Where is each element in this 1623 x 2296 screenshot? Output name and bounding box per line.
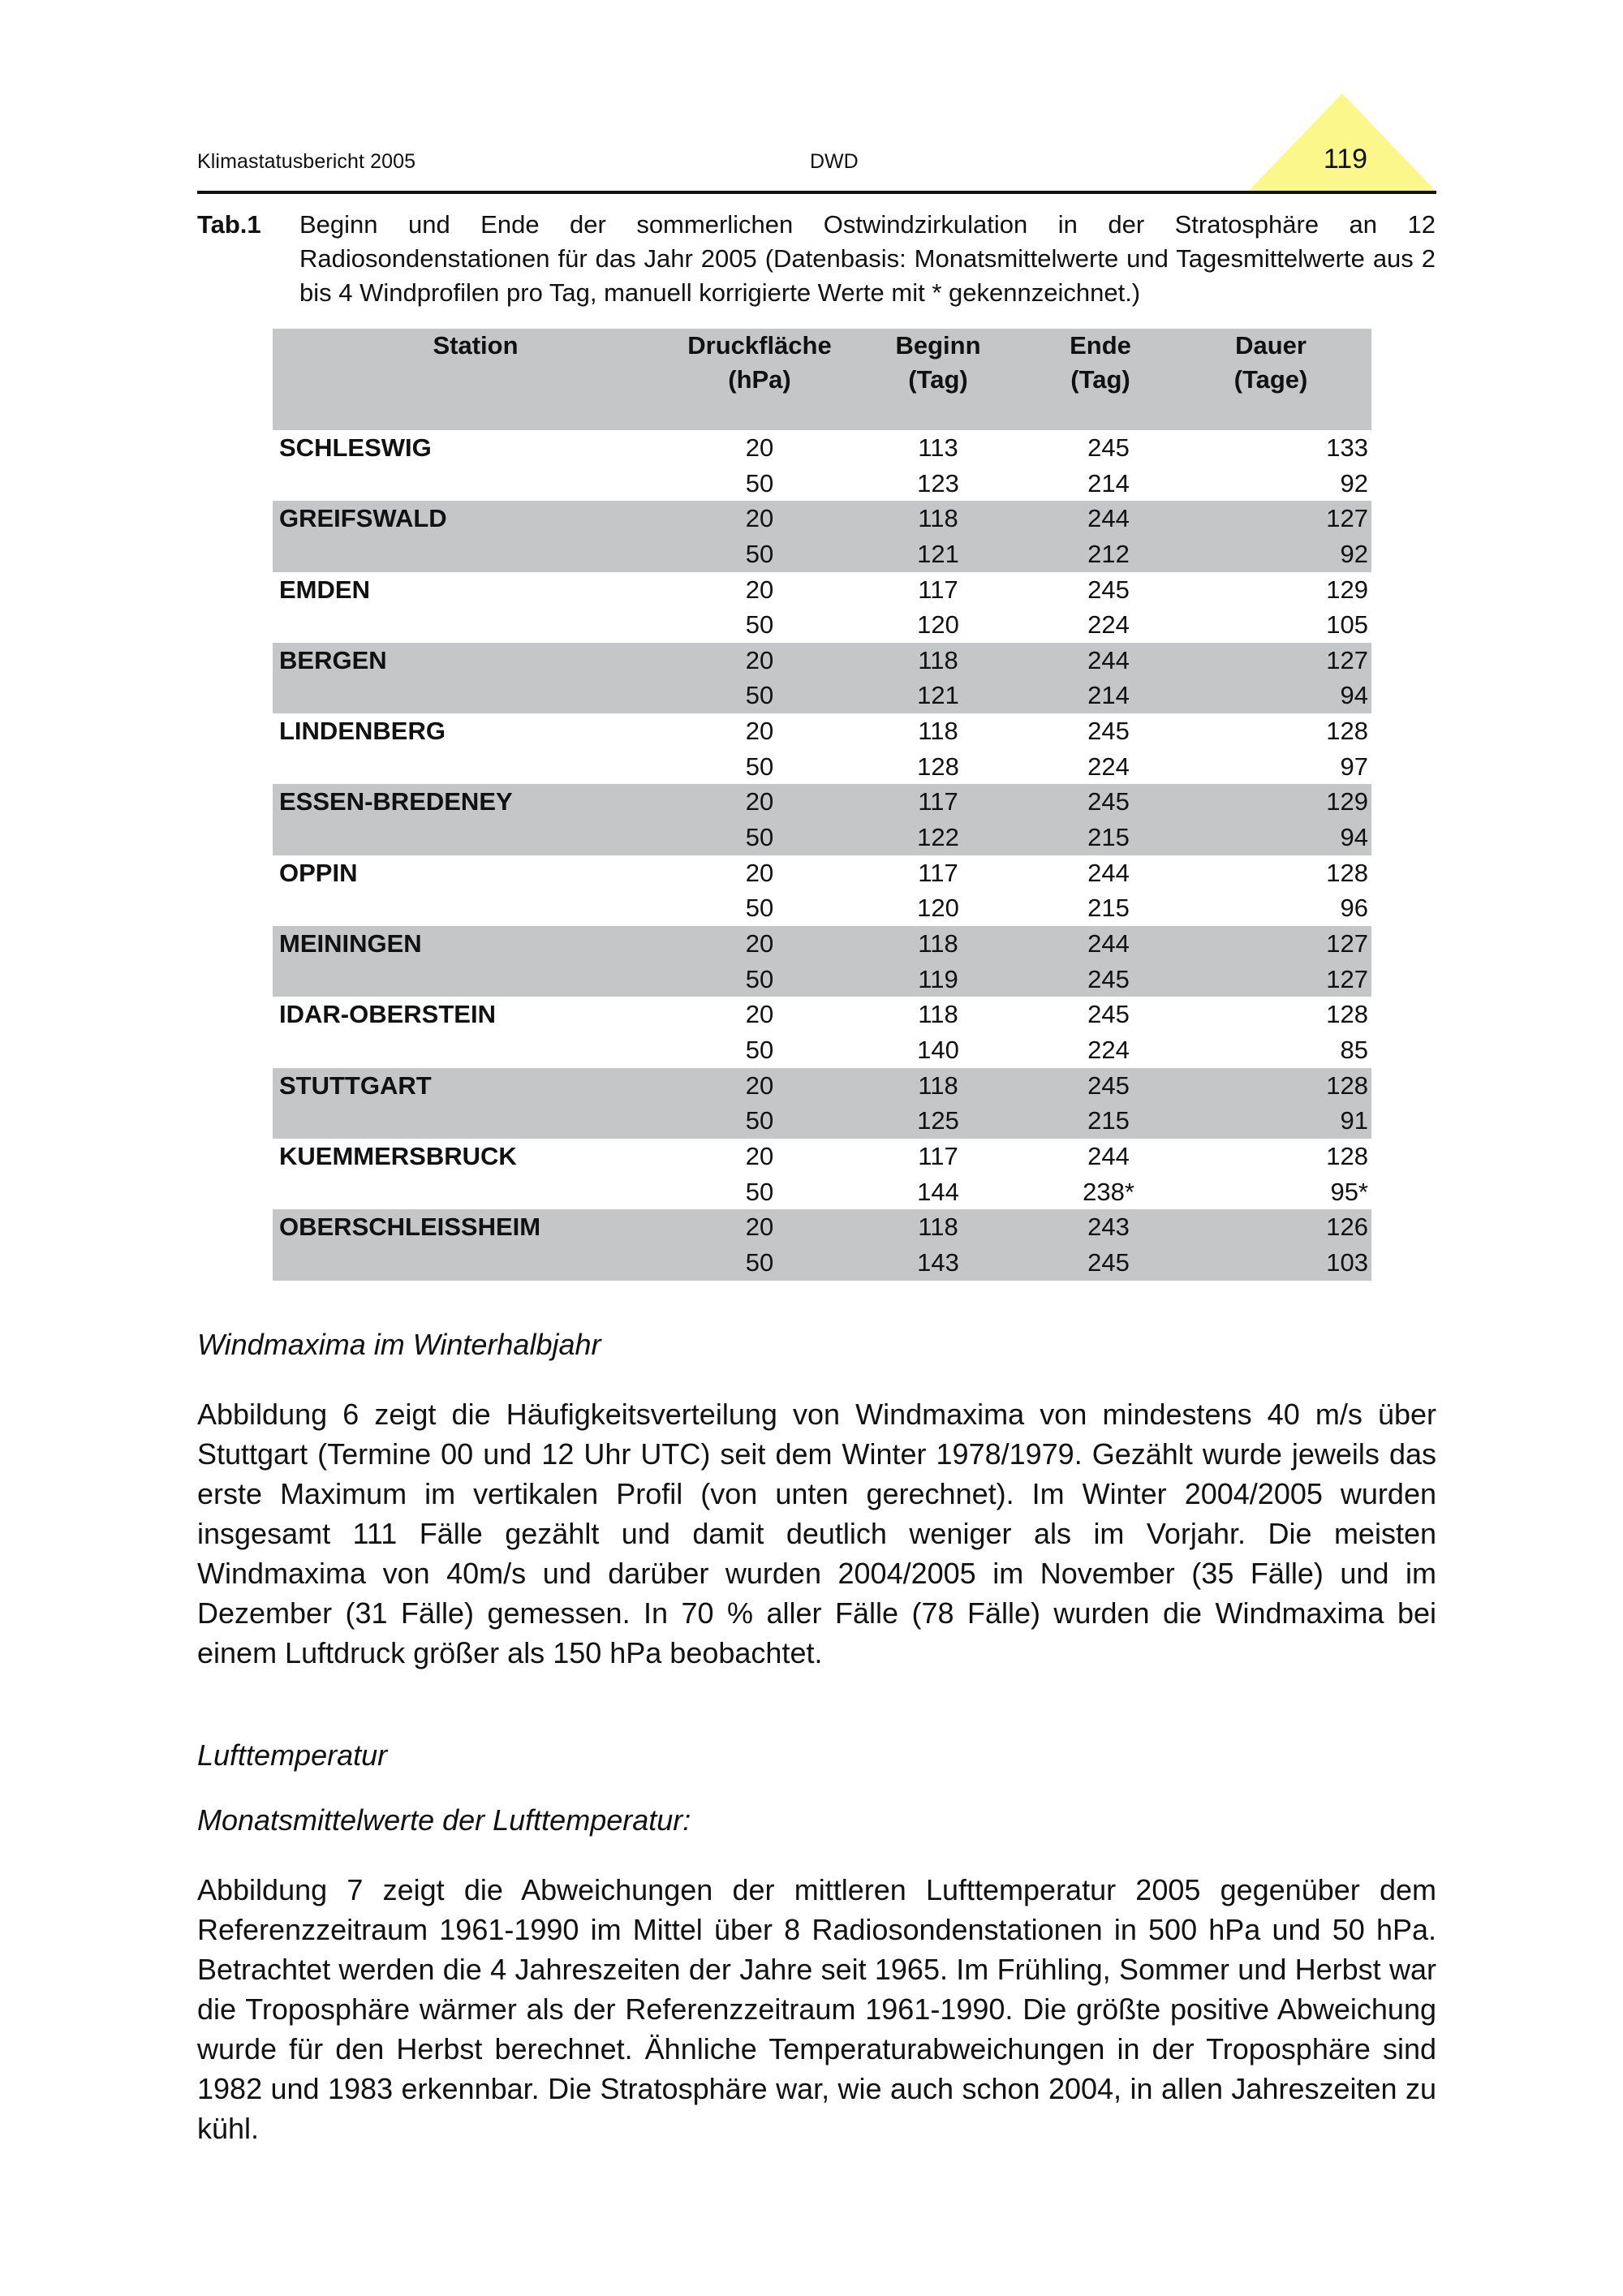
end-day-cell: 243 <box>1087 1213 1130 1242</box>
pressure-level-cell: 20 <box>745 929 774 958</box>
start-day-cell: 113 <box>918 433 958 462</box>
table-row <box>273 1209 1371 1245</box>
page-number-triangle-icon <box>1249 93 1436 191</box>
start-day-cell: 123 <box>917 468 959 498</box>
page-header <box>197 93 1436 195</box>
table-row <box>273 1245 1371 1281</box>
duration-cell: 95* <box>1330 1177 1368 1206</box>
end-day-cell: 215 <box>1087 894 1130 923</box>
duration-cell: 127 <box>1326 645 1368 674</box>
table-row <box>273 1068 1371 1104</box>
table-row <box>273 890 1371 926</box>
station-name-cell: BERGEN <box>279 645 387 674</box>
start-day-cell: 121 <box>917 681 959 710</box>
end-day-cell: 245 <box>1087 717 1130 746</box>
station-name-cell: OBERSCHLEISSHEIM <box>279 1213 541 1242</box>
pressure-level-cell: 50 <box>745 1247 774 1277</box>
pressure-level-cell: 50 <box>745 610 774 640</box>
station-name-cell: GREIFSWALD <box>279 504 447 533</box>
column-header-station: Station <box>433 331 519 360</box>
start-day-cell: 128 <box>917 752 959 781</box>
station-group <box>273 926 1371 997</box>
start-day-cell: 121 <box>917 539 959 568</box>
station-name-cell: STUTTGART <box>279 1070 432 1100</box>
pressure-level-cell: 20 <box>745 1070 774 1100</box>
end-day-cell: 214 <box>1087 681 1130 710</box>
column-header-pressure-level: Druckfläche (hPa) <box>687 331 832 394</box>
column-header-end: Ende (Tag) <box>1070 331 1131 394</box>
end-day-cell: 244 <box>1087 504 1130 533</box>
duration-cell: 105 <box>1326 610 1368 640</box>
report-title: Klimastatusbericht 2005 <box>197 150 416 173</box>
end-day-cell: 215 <box>1087 1106 1130 1135</box>
end-day-cell: 245 <box>1087 1247 1130 1277</box>
station-group <box>273 501 1371 571</box>
pressure-level-cell: 20 <box>745 645 774 674</box>
station-group <box>273 1139 1371 1209</box>
pressure-level-cell: 50 <box>745 823 774 852</box>
table-row <box>273 1174 1371 1210</box>
end-day-cell: 245 <box>1087 787 1130 816</box>
table-caption-text: Beginn und Ende der sommerlichen Ostwindzirkulation in der Stratosphäre an 12 Radiosondenstationen für das Jahr 2005 (Datenbasis: Monatsmittelwerte und Tagesmittelwerte aus 2 bis 4 Windprofilen pro Tag, manuell korrigierte Werte mit * gekennzeichnet.) <box>299 210 1436 307</box>
end-day-cell: 244 <box>1087 929 1130 958</box>
duration-cell: 91 <box>1340 1106 1368 1135</box>
station-group <box>273 997 1371 1067</box>
start-day-cell: 140 <box>917 1035 959 1064</box>
start-day-cell: 118 <box>918 1000 958 1029</box>
duration-cell: 128 <box>1326 1000 1368 1029</box>
pressure-level-cell: 50 <box>745 539 774 568</box>
end-day-cell: 224 <box>1087 1035 1130 1064</box>
station-group <box>273 643 1371 713</box>
duration-cell: 128 <box>1326 717 1368 746</box>
pressure-level-cell: 20 <box>745 433 774 462</box>
table-row <box>273 1032 1371 1068</box>
pressure-level-cell: 20 <box>745 1213 774 1242</box>
pressure-level-cell: 20 <box>745 858 774 887</box>
table-row <box>273 784 1371 820</box>
station-name-cell: OPPIN <box>279 858 358 887</box>
station-name-cell: SCHLESWIG <box>279 433 432 462</box>
start-day-cell: 122 <box>917 823 959 852</box>
pressure-level-cell: 20 <box>745 1000 774 1029</box>
station-group <box>273 1068 1371 1139</box>
station-group <box>273 1209 1371 1280</box>
pressure-level-cell: 50 <box>745 1106 774 1135</box>
pressure-level-cell: 50 <box>745 468 774 498</box>
table-caption-label: Tab.1 <box>197 210 261 239</box>
start-day-cell: 144 <box>917 1177 959 1206</box>
station-name-cell: MEININGEN <box>279 929 422 958</box>
pressure-level-cell: 50 <box>745 1177 774 1206</box>
table-row <box>273 926 1371 962</box>
pressure-level-cell: 20 <box>745 787 774 816</box>
pressure-level-cell: 50 <box>745 894 774 923</box>
station-group <box>273 784 1371 855</box>
station-name-cell: IDAR-OBERSTEIN <box>279 1000 496 1029</box>
duration-cell: 94 <box>1340 681 1368 710</box>
duration-cell: 128 <box>1326 858 1368 887</box>
duration-cell: 126 <box>1326 1213 1368 1242</box>
duration-cell: 129 <box>1326 575 1368 604</box>
table-row <box>273 430 1371 466</box>
duration-cell: 94 <box>1340 823 1368 852</box>
pressure-level-cell: 20 <box>745 717 774 746</box>
start-day-cell: 117 <box>918 1141 958 1170</box>
start-day-cell: 118 <box>918 504 958 533</box>
column-header-start: Beginn (Tag) <box>895 331 981 394</box>
station-group <box>273 572 1371 643</box>
duration-cell: 92 <box>1340 468 1368 498</box>
end-day-cell: 245 <box>1087 1000 1130 1029</box>
table-row <box>273 820 1371 855</box>
duration-cell: 127 <box>1326 504 1368 533</box>
stratosphere-circulation-table <box>273 329 1371 1281</box>
start-day-cell: 120 <box>917 894 959 923</box>
header-divider <box>197 191 1436 194</box>
table-row <box>273 855 1371 891</box>
duration-cell: 103 <box>1326 1247 1368 1277</box>
pressure-level-cell: 50 <box>745 681 774 710</box>
table-row <box>273 466 1371 502</box>
start-day-cell: 117 <box>918 787 958 816</box>
start-day-cell: 143 <box>917 1247 959 1277</box>
end-day-cell: 245 <box>1087 964 1130 993</box>
table-row <box>273 607 1371 643</box>
start-day-cell: 118 <box>918 717 958 746</box>
end-day-cell: 244 <box>1087 1141 1130 1170</box>
duration-cell: 96 <box>1340 894 1368 923</box>
table-row <box>273 536 1371 572</box>
duration-cell: 127 <box>1326 929 1368 958</box>
station-name-cell: EMDEN <box>279 575 370 604</box>
duration-cell: 97 <box>1340 752 1368 781</box>
start-day-cell: 117 <box>918 858 958 887</box>
end-day-cell: 245 <box>1087 1070 1130 1100</box>
pressure-level-cell: 20 <box>745 1141 774 1170</box>
publisher-label: DWD <box>810 150 859 173</box>
duration-cell: 133 <box>1326 433 1368 462</box>
end-day-cell: 224 <box>1087 610 1130 640</box>
station-name-cell: ESSEN-BREDENEY <box>279 787 513 816</box>
end-day-cell: 215 <box>1087 823 1130 852</box>
table-header <box>273 329 1371 430</box>
table-row <box>273 643 1371 678</box>
end-day-cell: 238* <box>1083 1177 1134 1206</box>
end-day-cell: 245 <box>1087 575 1130 604</box>
station-group <box>273 855 1371 926</box>
table-row <box>273 572 1371 608</box>
duration-cell: 92 <box>1340 539 1368 568</box>
station-name-cell: KUEMMERSBRUCK <box>279 1141 517 1170</box>
subheading-monthly-means: Monatsmittelwerte der Lufttemperatur: <box>197 1803 691 1837</box>
paragraph-wind-maxima: Abbildung 6 zeigt die Häufigkeitsverteilung von Windmaxima von mindestens 40 m/s über Stuttgart (Termine 00 und 12 Uhr UTC) seit dem Winter 1978/1979. Gezählt wurde jeweils das erste Maximum im vertikalen Profil (von unten gerechnet). Im Winter 2004/2005 wurden insgesamt 111 Fälle gezählt und damit deutlich weniger als im Vorjahr. Die meisten Windmaxima von 40m/s und darüber wurden 2004/2005 im November (35 Fälle) und im Dezember (31 Fälle) gemessen. In 70 % aller Fälle (78 Fälle) wurden die Windmaxima bei einem Luftdruck größer als 150 hPa beobachtet. <box>197 1398 1436 1669</box>
end-day-cell: 245 <box>1087 433 1130 462</box>
duration-cell: 85 <box>1340 1035 1368 1064</box>
pressure-level-cell: 20 <box>745 575 774 604</box>
duration-cell: 127 <box>1326 964 1368 993</box>
table-row <box>273 1139 1371 1174</box>
start-day-cell: 118 <box>918 645 958 674</box>
column-header-duration: Dauer (Tage) <box>1233 331 1308 394</box>
table-row <box>273 962 1371 997</box>
paragraph-air-temperature: Abbildung 7 zeigt die Abweichungen der mittleren Lufttemperatur 2005 gegenüber dem Referenzzeitraum 1961-1990 im Mittel über 8 Radiosondenstationen in 500 hPa und 50 hPa. Betrachtet werden die 4 Jahreszeiten der Jahre seit 1965. Im Frühling, Sommer und Herbst war die Troposphäre wärmer als der Referenzzeitraum 1961-1990. Die größte positive Abweichung wurde für den Herbst berechnet. Ähnliche Temperaturabweichungen in der Troposphäre sind 1982 und 1983 erkennbar. Die Stratosphäre war, wie auch schon 2004, in allen Jahreszeiten zu kühl. <box>197 1873 1436 2145</box>
table-row <box>273 1103 1371 1139</box>
station-group <box>273 713 1371 784</box>
pressure-level-cell: 20 <box>745 504 774 533</box>
start-day-cell: 118 <box>918 1213 958 1242</box>
section-heading-air-temperature: Lufttemperatur <box>197 1738 388 1772</box>
table-row <box>273 678 1371 713</box>
table-row <box>273 749 1371 785</box>
station-name-cell: LINDENBERG <box>279 717 446 746</box>
start-day-cell: 117 <box>918 575 958 604</box>
start-day-cell: 118 <box>918 1070 958 1100</box>
table-row <box>273 501 1371 536</box>
pressure-level-cell: 50 <box>745 964 774 993</box>
section-heading-wind-maxima: Windmaxima im Winterhalbjahr <box>197 1328 601 1361</box>
pressure-level-cell: 50 <box>745 1035 774 1064</box>
start-day-cell: 119 <box>918 964 958 993</box>
table-row <box>273 713 1371 749</box>
end-day-cell: 214 <box>1087 468 1130 498</box>
end-day-cell: 244 <box>1087 645 1130 674</box>
table-body <box>273 430 1371 1281</box>
start-day-cell: 120 <box>917 610 959 640</box>
duration-cell: 128 <box>1326 1070 1368 1100</box>
pressure-level-cell: 50 <box>745 752 774 781</box>
page-number: 119 <box>1323 144 1368 174</box>
table-row <box>273 997 1371 1032</box>
end-day-cell: 224 <box>1087 752 1130 781</box>
start-day-cell: 118 <box>918 929 958 958</box>
duration-cell: 129 <box>1326 787 1368 816</box>
end-day-cell: 244 <box>1087 858 1130 887</box>
duration-cell: 128 <box>1326 1141 1368 1170</box>
start-day-cell: 125 <box>917 1106 959 1135</box>
end-day-cell: 212 <box>1087 539 1130 568</box>
station-group <box>273 430 1371 501</box>
